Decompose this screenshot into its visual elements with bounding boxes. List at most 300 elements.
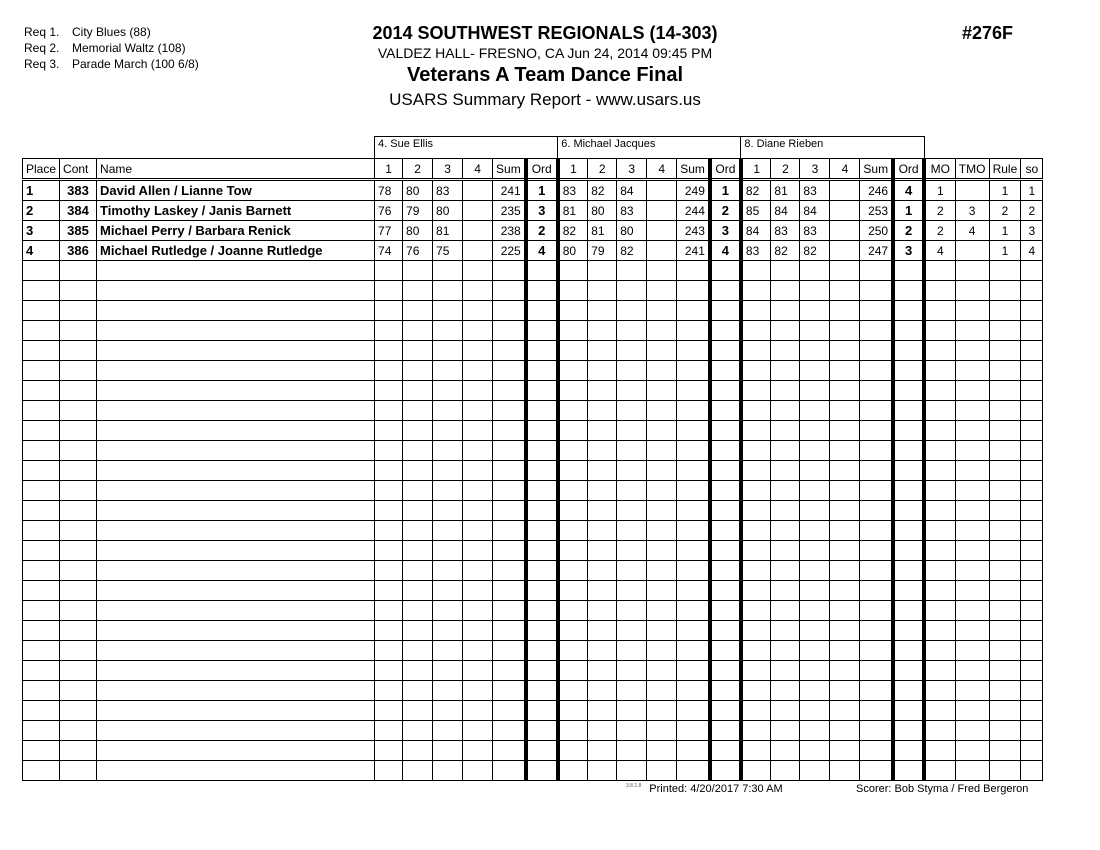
mo-cell [924, 661, 955, 681]
so-cell [1021, 461, 1043, 481]
sum-cell [860, 601, 893, 621]
score-cell [403, 421, 433, 441]
rule-cell [989, 581, 1021, 601]
mo-cell [924, 321, 955, 341]
score-cell [375, 421, 403, 441]
score-cell [463, 581, 493, 601]
sum-cell [493, 741, 526, 761]
name-cell [97, 641, 375, 661]
score-cell [771, 521, 800, 541]
cont-cell [60, 461, 97, 481]
tmo-cell [955, 180, 989, 201]
table-row [23, 581, 1043, 601]
score-cell: 78 [375, 180, 403, 201]
table-row [23, 321, 1043, 341]
score-cell: 83 [558, 180, 588, 201]
sum-cell [493, 301, 526, 321]
table-row [23, 541, 1043, 561]
score-cell [647, 701, 677, 721]
score-cell [771, 581, 800, 601]
score-cell [375, 561, 403, 581]
rule-cell: 1 [989, 221, 1021, 241]
mo-cell [924, 501, 955, 521]
place-cell [23, 641, 60, 661]
col-judge3-score1: 1 [741, 159, 771, 180]
score-cell [463, 741, 493, 761]
col-so: so [1021, 159, 1043, 180]
cont-cell: 384 [60, 201, 97, 221]
sum-cell [677, 421, 710, 441]
score-cell [375, 301, 403, 321]
score-cell [771, 481, 800, 501]
score-cell [558, 501, 588, 521]
score-cell [647, 401, 677, 421]
cont-cell [60, 641, 97, 661]
score-cell: 80 [433, 201, 463, 221]
score-cell [617, 641, 647, 661]
score-cell [558, 761, 588, 781]
rule-cell [989, 281, 1021, 301]
ord-cell [893, 601, 924, 621]
sum-cell [493, 501, 526, 521]
score-cell [463, 401, 493, 421]
score-cell [375, 701, 403, 721]
ord-cell [710, 301, 741, 321]
cont-cell [60, 321, 97, 341]
score-cell [463, 681, 493, 701]
sum-cell [493, 421, 526, 441]
table-row [23, 641, 1043, 661]
score-cell [647, 561, 677, 581]
rule-cell [989, 301, 1021, 321]
version-label: 3.8.1.8 [626, 783, 642, 789]
score-cell [588, 361, 617, 381]
ord-cell [710, 341, 741, 361]
score-cell [463, 601, 493, 621]
rule-cell [989, 641, 1021, 661]
score-cell [830, 601, 860, 621]
score-cell [403, 361, 433, 381]
ord-cell [893, 261, 924, 281]
col-mo: MO [924, 159, 955, 180]
mo-cell [924, 541, 955, 561]
cont-cell [60, 521, 97, 541]
score-cell [647, 301, 677, 321]
score-cell [375, 541, 403, 561]
table-row [23, 421, 1043, 441]
score-cell [463, 441, 493, 461]
score-cell [830, 661, 860, 681]
sum-cell: 253 [860, 201, 893, 221]
score-cell [741, 461, 771, 481]
score-cell [830, 201, 860, 221]
mo-cell [924, 261, 955, 281]
score-cell: 81 [771, 180, 800, 201]
score-cell [433, 481, 463, 501]
score-cell [800, 661, 830, 681]
sum-cell [860, 501, 893, 521]
score-cell [403, 281, 433, 301]
sum-cell [860, 421, 893, 441]
name-cell [97, 541, 375, 561]
score-cell [588, 621, 617, 641]
cont-cell [60, 361, 97, 381]
score-cell [433, 381, 463, 401]
ord-cell [710, 381, 741, 401]
score-cell [771, 561, 800, 581]
name-cell [97, 301, 375, 321]
sum-cell [493, 441, 526, 461]
score-cell [463, 221, 493, 241]
tmo-cell [955, 721, 989, 741]
place-cell [23, 341, 60, 361]
score-cell [588, 661, 617, 681]
score-cell [800, 421, 830, 441]
score-cell [403, 481, 433, 501]
score-cell [375, 641, 403, 661]
score-cell [403, 581, 433, 601]
sum-cell: 238 [493, 221, 526, 241]
sum-cell [860, 461, 893, 481]
sum-cell [677, 381, 710, 401]
sum-cell [860, 301, 893, 321]
place-cell [23, 721, 60, 741]
name-cell [97, 661, 375, 681]
score-cell [771, 541, 800, 561]
name-cell: David Allen / Lianne Tow [97, 180, 375, 201]
score-cell [617, 301, 647, 321]
so-cell [1021, 421, 1043, 441]
score-cell: 80 [617, 221, 647, 241]
col-judge1-score1: 1 [375, 159, 403, 180]
score-cell [741, 361, 771, 381]
score-cell [830, 461, 860, 481]
sum-cell [493, 281, 526, 301]
ord-cell [893, 381, 924, 401]
score-cell [617, 381, 647, 401]
cont-cell [60, 741, 97, 761]
score-cell [830, 481, 860, 501]
ord-cell [710, 421, 741, 441]
score-cell [617, 441, 647, 461]
tmo-cell [955, 601, 989, 621]
score-cell [741, 601, 771, 621]
ord-cell [710, 641, 741, 661]
col-judge3-sum: Sum [860, 159, 893, 180]
sum-cell [493, 681, 526, 701]
name-cell [97, 281, 375, 301]
score-cell: 81 [588, 221, 617, 241]
score-cell [617, 661, 647, 681]
score-cell [647, 321, 677, 341]
rule-cell [989, 661, 1021, 681]
score-cell [558, 661, 588, 681]
tmo-cell [955, 501, 989, 521]
score-cell [375, 341, 403, 361]
mo-cell [924, 381, 955, 401]
cont-cell [60, 281, 97, 301]
so-cell [1021, 521, 1043, 541]
score-cell [741, 281, 771, 301]
table-row [23, 461, 1043, 481]
table-row [23, 180, 1043, 201]
cont-cell [60, 761, 97, 781]
sum-cell [493, 761, 526, 781]
score-cell [830, 381, 860, 401]
score-cell [433, 541, 463, 561]
score-cell [588, 721, 617, 741]
col-judge3-score4: 4 [830, 159, 860, 180]
name-cell [97, 761, 375, 781]
score-cell [463, 361, 493, 381]
score-cell [375, 361, 403, 381]
score-cell [463, 761, 493, 781]
ord-cell [710, 741, 741, 761]
score-cell [647, 741, 677, 761]
score-cell [588, 701, 617, 721]
score-cell [830, 180, 860, 201]
ord-cell [710, 321, 741, 341]
score-cell [800, 441, 830, 461]
score-cell: 82 [588, 180, 617, 201]
score-cell [558, 581, 588, 601]
cont-cell [60, 541, 97, 561]
mo-cell: 4 [924, 241, 955, 261]
mo-cell [924, 581, 955, 601]
score-cell [771, 321, 800, 341]
score-cell [617, 601, 647, 621]
ord-cell [526, 681, 558, 701]
ord-cell [710, 761, 741, 781]
sum-cell [493, 521, 526, 541]
score-cell [800, 381, 830, 401]
sum-cell [677, 541, 710, 561]
score-cell [403, 521, 433, 541]
place-cell [23, 621, 60, 641]
score-cell [558, 401, 588, 421]
place-cell [23, 461, 60, 481]
ord-cell [526, 641, 558, 661]
score-cell [800, 541, 830, 561]
so-cell [1021, 321, 1043, 341]
score-cell: 84 [617, 180, 647, 201]
place-cell: 3 [23, 221, 60, 241]
judge-header-row [23, 137, 1043, 159]
score-cell [771, 761, 800, 781]
col-judge3-ord: Ord [893, 159, 924, 180]
score-cell [375, 601, 403, 621]
score-cell [771, 721, 800, 741]
name-cell [97, 361, 375, 381]
ord-cell [893, 741, 924, 761]
score-cell [588, 501, 617, 521]
score-cell: 83 [800, 180, 830, 201]
ord-cell [526, 581, 558, 601]
score-cell [375, 661, 403, 681]
place-cell [23, 381, 60, 401]
score-cell: 84 [800, 201, 830, 221]
cont-cell [60, 561, 97, 581]
mo-cell [924, 481, 955, 501]
score-cell [771, 501, 800, 521]
sum-cell [677, 281, 710, 301]
score-cell [830, 681, 860, 701]
rule-cell [989, 741, 1021, 761]
cont-cell [60, 421, 97, 441]
score-cell [771, 741, 800, 761]
score-cell [403, 741, 433, 761]
table-row [23, 261, 1043, 281]
score-cell [463, 321, 493, 341]
score-cell [617, 281, 647, 301]
score-cell [375, 261, 403, 281]
sum-cell [860, 581, 893, 601]
ord-cell [893, 761, 924, 781]
score-cell: 82 [741, 180, 771, 201]
score-cell [463, 561, 493, 581]
sum-cell [860, 361, 893, 381]
score-cell [771, 621, 800, 641]
ord-cell [710, 681, 741, 701]
score-cell [375, 721, 403, 741]
score-cell [558, 541, 588, 561]
cont-cell [60, 381, 97, 401]
tmo-cell [955, 361, 989, 381]
score-cell: 84 [771, 201, 800, 221]
score-cell [558, 361, 588, 381]
score-cell [741, 721, 771, 741]
score-cell [403, 661, 433, 681]
ord-cell [526, 741, 558, 761]
judge-1-name: 4. Sue Ellis [375, 137, 558, 159]
sum-cell: 241 [677, 241, 710, 261]
score-cell [617, 481, 647, 501]
ord-cell [526, 561, 558, 581]
score-cell [433, 721, 463, 741]
table-row [23, 381, 1043, 401]
score-cell: 80 [403, 180, 433, 201]
sum-cell [677, 641, 710, 661]
score-cell [375, 501, 403, 521]
score-cell [433, 441, 463, 461]
table-row [23, 481, 1043, 501]
sum-cell [677, 521, 710, 541]
score-cell: 82 [800, 241, 830, 261]
cont-cell [60, 261, 97, 281]
score-cell [558, 521, 588, 541]
sum-cell [860, 681, 893, 701]
score-cell [403, 341, 433, 361]
rule-cell [989, 421, 1021, 441]
table-row [23, 721, 1043, 741]
score-cell [588, 541, 617, 561]
score-cell [617, 401, 647, 421]
mo-cell [924, 561, 955, 581]
score-cell [433, 321, 463, 341]
score-cell [771, 681, 800, 701]
division-title: Veterans A Team Dance Final [406, 64, 684, 86]
ord-cell: 3 [893, 241, 924, 261]
score-cell [647, 421, 677, 441]
table-row [23, 561, 1043, 581]
rule-cell [989, 481, 1021, 501]
rule-cell [989, 321, 1021, 341]
sum-cell: 235 [493, 201, 526, 221]
tmo-cell [955, 581, 989, 601]
score-cell [463, 521, 493, 541]
score-cell [647, 381, 677, 401]
name-cell [97, 441, 375, 461]
rule-cell [989, 261, 1021, 281]
place-cell [23, 301, 60, 321]
so-cell [1021, 501, 1043, 521]
sum-cell [677, 501, 710, 521]
sum-cell: 246 [860, 180, 893, 201]
sum-cell [677, 561, 710, 581]
sum-cell [493, 361, 526, 381]
score-cell [433, 581, 463, 601]
score-cell [800, 721, 830, 741]
score-cell [830, 241, 860, 261]
mo-cell [924, 361, 955, 381]
so-cell [1021, 281, 1043, 301]
sum-cell [493, 621, 526, 641]
name-cell [97, 261, 375, 281]
score-cell [433, 301, 463, 321]
tmo-cell [955, 241, 989, 261]
sum-cell [493, 581, 526, 601]
score-cell [588, 521, 617, 541]
ord-cell [893, 441, 924, 461]
name-cell [97, 681, 375, 701]
so-cell: 4 [1021, 241, 1043, 261]
score-cell [741, 441, 771, 461]
cont-cell [60, 481, 97, 501]
score-cell [617, 321, 647, 341]
mo-cell: 2 [924, 221, 955, 241]
judge-3-name: 8. Diane Rieben [741, 137, 924, 159]
ord-cell [710, 481, 741, 501]
rule-cell [989, 521, 1021, 541]
sum-cell [493, 661, 526, 681]
ord-cell: 1 [710, 180, 741, 201]
score-cell [433, 561, 463, 581]
score-cell [617, 261, 647, 281]
col-judge2-score1: 1 [558, 159, 588, 180]
ord-cell: 3 [526, 201, 558, 221]
score-cell [800, 341, 830, 361]
name-cell [97, 561, 375, 581]
score-cell [558, 561, 588, 581]
cont-cell: 383 [60, 180, 97, 201]
score-cell [830, 281, 860, 301]
score-cell [588, 461, 617, 481]
score-cell [375, 581, 403, 601]
requirement-item: Req 3. Parade March (100 6/8) [24, 57, 199, 71]
so-cell [1021, 381, 1043, 401]
score-cell [800, 521, 830, 541]
score-cell [800, 461, 830, 481]
score-cell [558, 481, 588, 501]
sum-cell [677, 401, 710, 421]
score-cell [403, 401, 433, 421]
score-cell [463, 281, 493, 301]
table-row [23, 501, 1043, 521]
score-cell [617, 621, 647, 641]
place-cell [23, 321, 60, 341]
sum-cell [677, 261, 710, 281]
tmo-cell [955, 621, 989, 641]
